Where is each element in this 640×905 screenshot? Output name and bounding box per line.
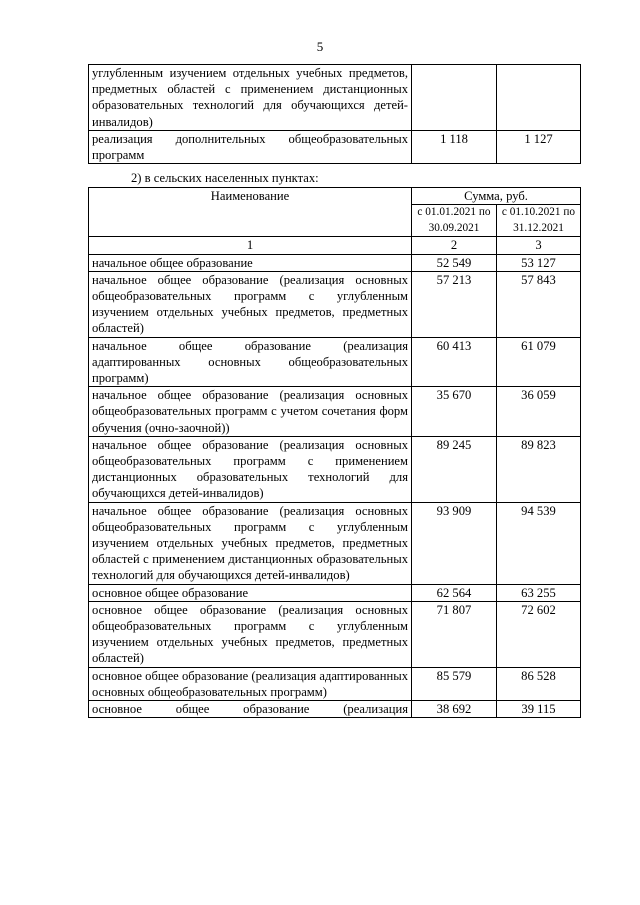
row-value-period2: 89 823 (497, 436, 581, 502)
row-value-period1: 38 692 (412, 701, 497, 718)
table-row (89, 436, 581, 502)
rural-costs-table (88, 187, 581, 718)
header-period1: с 01.01.2021 по 30.09.2021 (412, 205, 497, 237)
row-value-period1: 60 413 (412, 337, 497, 387)
table-row (89, 387, 581, 437)
table-row (89, 130, 581, 163)
row-value-period1: 35 670 (412, 387, 497, 437)
row-name: основное общее образование (реализация (89, 701, 412, 718)
row-value-period1: 89 245 (412, 436, 497, 502)
section-title: 2) в сельских населенных пунктах: (131, 171, 319, 185)
continuation-table (88, 64, 581, 164)
table-row (89, 667, 581, 700)
row-value-period2: 63 255 (497, 584, 581, 601)
table-row (89, 254, 581, 271)
column-numbers-row (89, 237, 581, 254)
row-name: начальное общее образование (реализация адаптированных основных общеобразовательных программ) (89, 337, 412, 387)
row-value-period1 (412, 65, 497, 131)
row-name: основное общее образование (реализация адаптированных основных общеобразовательных программ) (89, 667, 412, 700)
table-row (89, 65, 581, 131)
header-sum: Сумма, руб. (412, 188, 581, 205)
row-value-period2: 94 539 (497, 502, 581, 584)
table-row (89, 701, 581, 718)
row-name: реализация дополнительных общеобразовательных программ (89, 130, 412, 163)
row-value-period2: 72 602 (497, 601, 581, 667)
row-value-period1: 93 909 (412, 502, 497, 584)
row-value-period1: 1 118 (412, 130, 497, 163)
row-name: углубленным изучением отдельных учебных предметов, предметных областей с применением дистанционных образовательных технологий для обучающихся детей-инвалидов) (89, 65, 412, 131)
table-row (89, 271, 581, 337)
table-row (89, 584, 581, 601)
row-value-period2: 57 843 (497, 271, 581, 337)
table-row (89, 601, 581, 667)
row-name: начальное общее образование (реализация основных общеобразовательных программ с углубленным изучением отдельных учебных предметов, предметных областей с применением дистанционных образовательных технологий для обучающихся детей-инвалидов) (89, 502, 412, 584)
row-value-period2 (497, 65, 581, 131)
row-value-period1: 85 579 (412, 667, 497, 700)
row-name: основное общее образование (реализация основных общеобразовательных программ с углубленным изучением отдельных учебных предметов, предметных областей) (89, 601, 412, 667)
table-row (89, 337, 581, 387)
row-name: основное общее образование (89, 584, 412, 601)
row-name: начальное общее образование (89, 254, 412, 271)
row-value-period2: 61 079 (497, 337, 581, 387)
row-value-period2: 1 127 (497, 130, 581, 163)
row-value-period1: 71 807 (412, 601, 497, 667)
row-value-period1: 52 549 (412, 254, 497, 271)
row-name: начальное общее образование (реализация основных общеобразовательных программ с применением дистанционных образовательных технологий для обучающихся детей-инвалидов) (89, 436, 412, 502)
row-value-period2: 39 115 (497, 701, 581, 718)
table-row (89, 502, 581, 584)
column-number-1: 1 (89, 237, 412, 254)
row-value-period2: 36 059 (497, 387, 581, 437)
row-value-period1: 57 213 (412, 271, 497, 337)
header-row (89, 188, 581, 205)
column-number-3: 3 (497, 237, 581, 254)
header-period2: с 01.10.2021 по 31.12.2021 (497, 205, 581, 237)
header-name: Наименование (89, 188, 412, 237)
row-name: начальное общее образование (реализация основных общеобразовательных программ с учетом сочетания форм обучения (очно-заочной)) (89, 387, 412, 437)
row-value-period1: 62 564 (412, 584, 497, 601)
row-name: начальное общее образование (реализация основных общеобразовательных программ с углубленным изучением отдельных учебных предметов, предметных областей) (89, 271, 412, 337)
row-value-period2: 86 528 (497, 667, 581, 700)
row-value-period2: 53 127 (497, 254, 581, 271)
page-number: 5 (316, 39, 324, 54)
column-number-2: 2 (412, 237, 497, 254)
